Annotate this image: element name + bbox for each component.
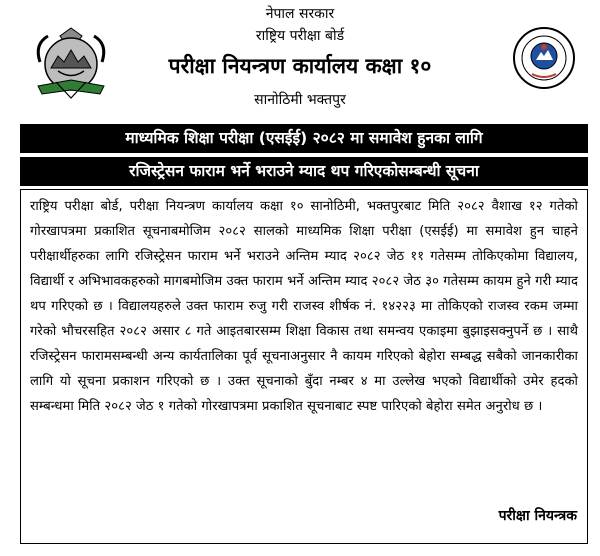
notice-paragraph: राष्ट्रिय परीक्षा बोर्ड, परीक्षा नियन्त्रण कार्यालय कक्षा १० सानोठिमी, भक्तपुरबाट मिति २०८२ वैशाख १२ गतेको गोरखापत्रमा प्रकाशित सूचनाबमोजिम २०८२ सालको माध्यमिक शिक्षा परीक्षा (एसईई) मा समावेश हुन चाहने परीक्षार्थीहरुका लागि रजिस्ट्रेसन फाराम भर्ने भराउने अन्तिम म्याद २०८२ जेठ ११ गतेसम्म तोकिएकोमा विद्यालय, विद्यार्थी र अभिभावकहरुको मागबमोजिम उक्त फाराम भर्ने अन्तिम म्याद २०८२ जेठ ३० गतेसम्म कायम हुने गरी म्याद थप गरिएको छ । विद्यालयहरुले उक्त फाराम रुजु गरी राजस्व शीर्षक नं. १४२२३ मा तोकिएको राजस्व रकम जम्मा गरेको भौचरसहित २०८२ असार ८ गते आइतबारसम्म शिक्षा विकास तथा समन्वय एकाइमा बुझाइसक्नुपर्ने छ । साथै रजिस्ट्रेसन फारामसम्बन्धी अन्य कार्यतालिका पूर्व सूचनाअनुसार नै कायम गरिएको बेहोरा सम्बद्ध सबैको जानकारीका लागि यो सूचना प्रकाशन गरिएको छ । उक्त सूचनाको बुँदा नम्बर ४ मा उल्लेख भएको विद्यार्थीको उमेर हदको सम्बन्धमा मिति २०८२ जेठ १ गतेको गोरखापत्रमा प्रकाशित सूचनाबाट स्पष्ट पारिएको बेहोरा समेत अनुरोध छ ।	[30, 199, 578, 414]
header-board: राष्ट्रिय परीक्षा बोर्ड	[255, 28, 345, 44]
notice-body	[20, 189, 588, 544]
notice-title-line2: रजिस्ट्रेसन फाराम भर्ने भराउने म्याद थप गरिएकोसम्बन्धी सूचना	[20, 157, 588, 186]
header-office: परीक्षा नियन्त्रण कार्यालय कक्षा १०	[168, 54, 432, 78]
header-country: नेपाल सरकार	[265, 6, 335, 22]
notice-title-line1: माध्यमिक शिक्षा परीक्षा (एसईई) २०८२ मा समावेश हुनका लागि	[20, 124, 588, 153]
signature: परीक्षा नियन्त्रक	[498, 508, 577, 524]
header-location: सानोठिमी भक्तपुर	[254, 92, 346, 108]
